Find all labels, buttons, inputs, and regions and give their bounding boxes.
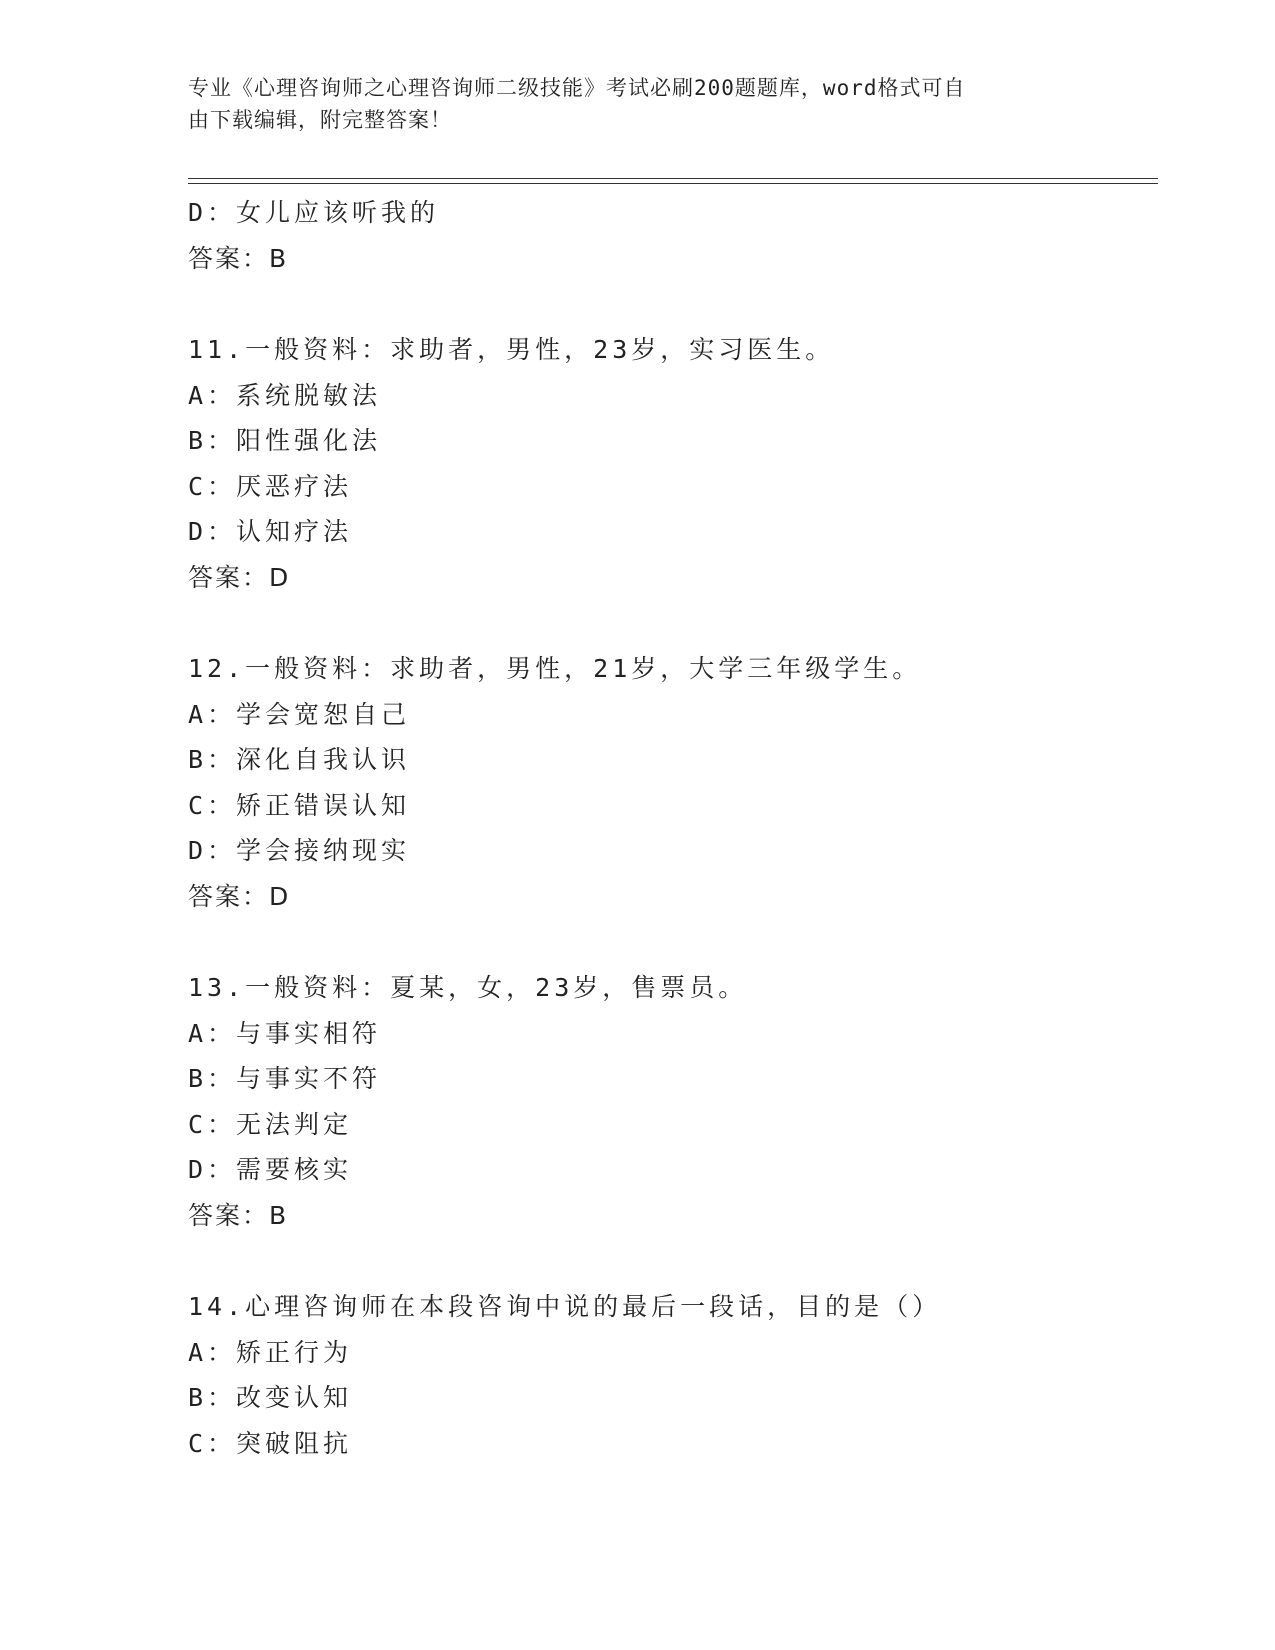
- answer-line: 答案：B: [188, 243, 289, 273]
- question-stem: 13.一般资料：夏某，女，23岁，售票员。: [188, 973, 748, 1002]
- answer-line: 答案：B: [188, 1200, 289, 1230]
- option-a: A：与事实相符: [188, 1018, 382, 1048]
- question-block-13: [188, 965, 1148, 1238]
- option-c: C：突破阻抗: [188, 1428, 353, 1458]
- question-stem: 12.一般资料：求助者，男性，21岁，大学三年级学生。: [188, 654, 922, 683]
- option-d: D：学会接纳现实: [188, 836, 411, 865]
- option-a: A：系统脱敏法: [188, 380, 382, 410]
- header-title-line-1: 专业《心理咨询师之心理咨询师二级技能》考试必刷200题题库，word格式可自: [188, 76, 966, 100]
- question-list: [188, 190, 1148, 1466]
- question-block-11: [188, 327, 1148, 600]
- question-stem: 11.一般资料：求助者，男性，23岁，实习医生。: [188, 335, 835, 364]
- option-a: A：学会宽恕自己: [188, 699, 411, 729]
- option-c: C：矫正错误认知: [188, 790, 411, 820]
- header-divider-top: [188, 178, 1158, 179]
- option-d: D：认知疗法: [188, 517, 353, 546]
- option-c: C：厌恶疗法: [188, 471, 353, 501]
- question-stem: 14.心理咨询师在本段咨询中说的最后一段话，目的是（）: [188, 1292, 942, 1321]
- answer-line: 答案：D: [188, 881, 291, 911]
- question-block-10-continued: [188, 190, 1148, 281]
- option-d: D：女儿应该听我的: [188, 198, 440, 227]
- option-b: B：深化自我认识: [188, 745, 411, 774]
- option-a: A：矫正行为: [188, 1337, 353, 1367]
- option-c: C：无法判定: [188, 1109, 353, 1139]
- question-block-14: [188, 1284, 1148, 1466]
- option-b: B：阳性强化法: [188, 426, 382, 455]
- option-b: B：改变认知: [188, 1383, 353, 1412]
- document-header: [188, 72, 1068, 136]
- answer-line: 答案：D: [188, 562, 291, 592]
- header-divider-bottom: [188, 183, 1158, 184]
- option-d: D：需要核实: [188, 1155, 353, 1184]
- option-b: B：与事实不符: [188, 1064, 382, 1093]
- header-title-line-2: 由下载编辑，附完整答案！: [188, 108, 452, 132]
- question-block-12: [188, 646, 1148, 919]
